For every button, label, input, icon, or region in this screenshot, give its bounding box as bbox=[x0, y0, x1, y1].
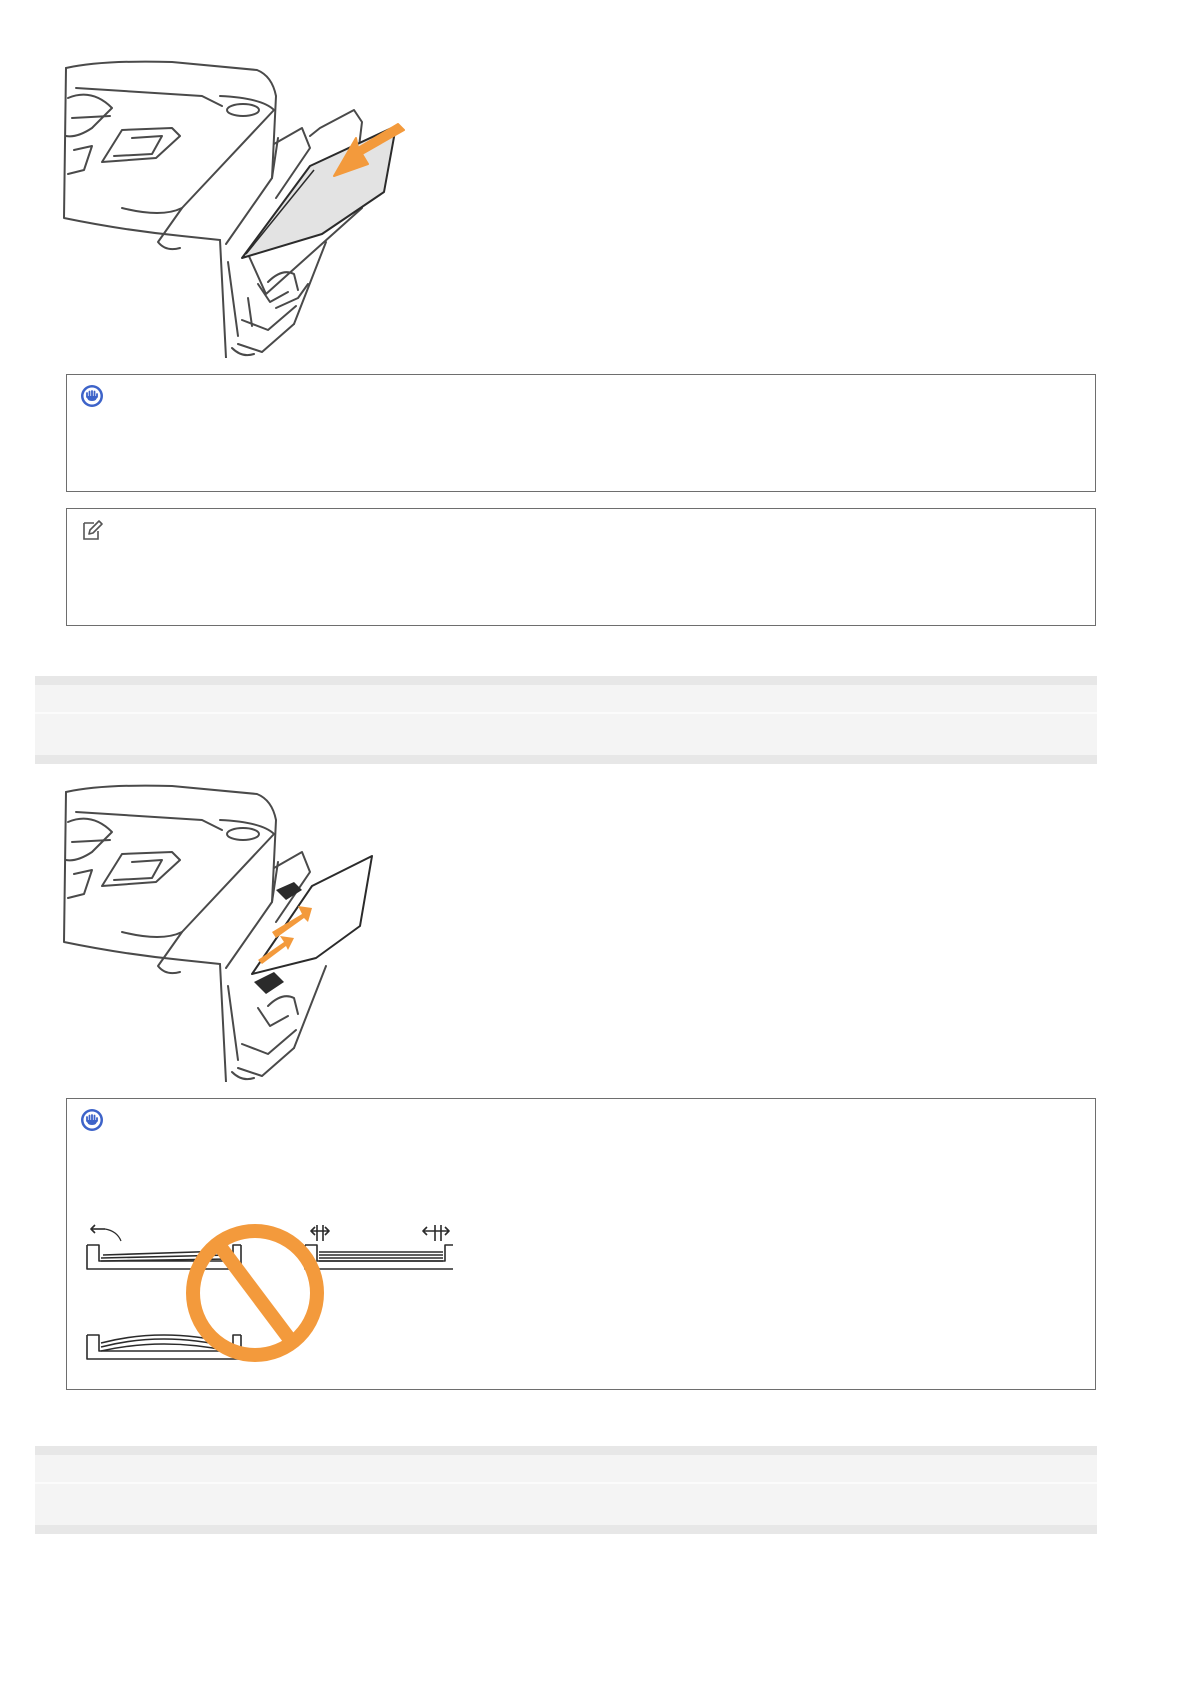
memo-note-1 bbox=[66, 508, 1096, 626]
important-hand-icon bbox=[80, 384, 104, 408]
printer-paper-guides-figure bbox=[62, 782, 422, 1082]
step-heading-2 bbox=[35, 1446, 1097, 1534]
important-hand-icon bbox=[80, 1108, 104, 1132]
memo-pencil-icon bbox=[80, 518, 104, 542]
paper-guide-incorrect-fit-diagram bbox=[83, 1211, 453, 1363]
printer-loading-paper-figure bbox=[62, 58, 422, 358]
step-heading-1 bbox=[35, 676, 1097, 764]
important-note-1 bbox=[66, 374, 1096, 492]
important-note-2 bbox=[66, 1098, 1096, 1390]
prohibited-icon bbox=[193, 1231, 317, 1355]
